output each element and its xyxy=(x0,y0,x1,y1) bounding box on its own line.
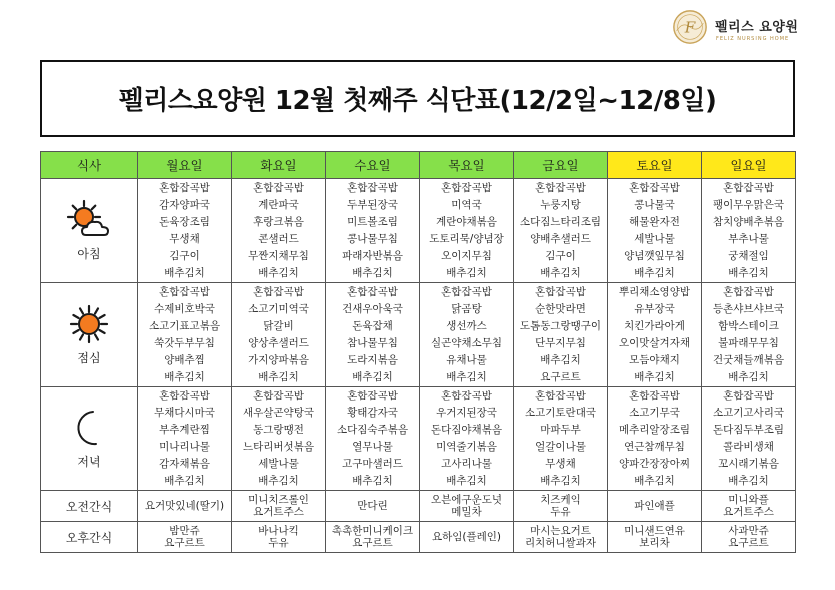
header-cell-day: 화요일 xyxy=(232,152,326,179)
menu-item: 혼합잡곡밥 xyxy=(535,286,586,298)
menu-item: 혼합잡곡밥 xyxy=(723,390,774,402)
menu-item: 후랑크볶음 xyxy=(253,216,304,228)
menu-item: 배추김치 xyxy=(540,267,581,279)
snack-item: 요거트주스 xyxy=(253,506,304,518)
menu-item: 배추김치 xyxy=(258,267,299,279)
menu-item: 양념깻잎무침 xyxy=(624,250,685,262)
title-box xyxy=(40,60,795,137)
brand-logo-icon xyxy=(671,8,709,46)
menu-item: 돈다짐야채볶음 xyxy=(430,424,502,436)
menu-item: 건굿채들깨볶음 xyxy=(712,354,784,366)
snack-item: 두유 xyxy=(268,537,289,549)
menu-item: 배추김치 xyxy=(634,371,675,383)
brand-name: 펠리스 요양원 xyxy=(715,20,799,35)
menu-cell xyxy=(232,387,326,491)
meal-row xyxy=(41,283,796,387)
menu-item: 고사리나물 xyxy=(441,458,492,470)
menu-item: 소고기미역국 xyxy=(248,303,309,315)
menu-item: 배추김치 xyxy=(446,267,487,279)
menu-item: 혼합잡곡밥 xyxy=(441,286,492,298)
menu-item: 혼합잡곡밥 xyxy=(253,182,304,194)
menu-item: 소다짐느타리조림 xyxy=(519,216,602,228)
snack-cell xyxy=(232,522,326,553)
menu-item: 돈육잡채 xyxy=(352,320,393,332)
menu-item: 쑥갓두부무침 xyxy=(154,337,215,349)
snack-item: 보리차 xyxy=(639,537,670,549)
snack-cell xyxy=(326,491,420,522)
menu-item: 콜라비생채 xyxy=(723,441,774,453)
menu-item: 세발나물 xyxy=(258,458,299,470)
menu-cell xyxy=(702,283,796,387)
sun-cloud-icon xyxy=(66,199,112,241)
brand xyxy=(671,8,821,48)
menu-item: 느타리버섯볶음 xyxy=(242,441,314,453)
snack-item: 바나나킥 xyxy=(258,525,299,537)
menu-cell xyxy=(608,179,702,283)
header-cell-day: 월요일 xyxy=(138,152,232,179)
menu-item: 돈육장조림 xyxy=(159,216,210,228)
snack-label: 오전간식 xyxy=(41,491,138,522)
snack-cell xyxy=(232,491,326,522)
menu-item: 미역줄기볶음 xyxy=(436,441,497,453)
menu-item: 미트볼조림 xyxy=(347,216,398,228)
table-header-row xyxy=(41,152,796,179)
menu-item: 얼갈이나물 xyxy=(535,441,586,453)
menu-item: 소고기토란대국 xyxy=(524,407,596,419)
menu-item: 배추김치 xyxy=(352,475,393,487)
menu-item: 혼합잡곡밥 xyxy=(159,390,210,402)
menu-item: 배추김치 xyxy=(634,267,675,279)
menu-item: 오이맛살겨자채 xyxy=(618,337,690,349)
menu-item: 혼합잡곡밥 xyxy=(347,390,398,402)
menu-item: 김구이 xyxy=(545,250,576,262)
snack-row xyxy=(41,491,796,522)
menu-item: 뿌리채소영양밥 xyxy=(618,286,690,298)
header-cell-day: 수요일 xyxy=(326,152,420,179)
menu-item: 누룽지탕 xyxy=(540,199,581,211)
menu-item: 양배추찜 xyxy=(164,354,205,366)
menu-item: 배추김치 xyxy=(258,475,299,487)
menu-item: 연근참깨무침 xyxy=(624,441,685,453)
menu-item: 소고기표고볶음 xyxy=(148,320,220,332)
menu-cell xyxy=(232,179,326,283)
menu-item: 미역국 xyxy=(451,199,482,211)
menu-item: 혼합잡곡밥 xyxy=(159,182,210,194)
menu-item: 열무나물 xyxy=(352,441,393,453)
moon-icon xyxy=(66,407,112,449)
menu-item: 소다짐숙주볶음 xyxy=(336,424,408,436)
menu-item: 등촌샤브샤브국 xyxy=(712,303,784,315)
menu-table xyxy=(40,151,796,553)
meal-label: 점심 xyxy=(77,351,101,365)
snack-item: 미니샌드연유 xyxy=(624,525,685,537)
snack-item: 촉촉한미니케이크 xyxy=(331,525,414,537)
brand-subtitle: FELIZ NURSING HOME xyxy=(716,36,790,42)
menu-item: 배추김치 xyxy=(634,475,675,487)
snack-cell xyxy=(702,522,796,553)
menu-item: 닭곰탕 xyxy=(451,303,482,315)
meal-label-wrap xyxy=(41,303,137,366)
menu-item: 배추김치 xyxy=(164,371,205,383)
menu-item: 실곤약채소무침 xyxy=(430,337,502,349)
menu-cell xyxy=(326,387,420,491)
snack-cell xyxy=(514,522,608,553)
menu-item: 단무지무침 xyxy=(535,337,586,349)
meal-label-wrap xyxy=(41,407,137,470)
meal-row xyxy=(41,179,796,283)
menu-item: 배추김치 xyxy=(164,475,205,487)
snack-item: 미니치즈롤인 xyxy=(248,494,309,506)
menu-item: 부추나물 xyxy=(728,233,769,245)
menu-item: 두부된장국 xyxy=(347,199,398,211)
menu-item: 배추김치 xyxy=(728,371,769,383)
menu-item: 불파래무무침 xyxy=(718,337,779,349)
header-cell-meal: 식사 xyxy=(41,152,138,179)
snack-cell xyxy=(514,491,608,522)
meal-label-cell xyxy=(41,387,138,491)
menu-item: 파래자반볶음 xyxy=(342,250,403,262)
menu-item: 혼합잡곡밥 xyxy=(535,182,586,194)
header-cell-day: 토요일 xyxy=(608,152,702,179)
snack-cell xyxy=(608,491,702,522)
menu-item: 혼합잡곡밥 xyxy=(723,286,774,298)
snack-item: 미니와플 xyxy=(728,494,769,506)
menu-item: 혼합잡곡밥 xyxy=(535,390,586,402)
snack-item: 오븐에구운도넛 xyxy=(430,494,502,506)
snack-item: 밤만쥬 xyxy=(169,525,200,537)
sun-icon xyxy=(66,303,112,345)
snack-cell xyxy=(138,491,232,522)
menu-item: 배추김치 xyxy=(540,475,581,487)
menu-item: 무짠지채무침 xyxy=(248,250,309,262)
menu-item: 혼합잡곡밥 xyxy=(629,182,680,194)
menu-item: 메추리알장조림 xyxy=(618,424,690,436)
menu-item: 미나리나물 xyxy=(159,441,210,453)
snack-cell xyxy=(138,522,232,553)
snack-item: 사과만쥬 xyxy=(728,525,769,537)
menu-item: 양상추샐러드 xyxy=(248,337,309,349)
menu-item: 돈다짐두부조림 xyxy=(712,424,784,436)
snack-item: 만다린 xyxy=(357,500,388,512)
menu-cell xyxy=(702,179,796,283)
menu-item: 소고기무국 xyxy=(629,407,680,419)
menu-item: 궁채절임 xyxy=(728,250,769,262)
menu-item: 가지양파볶음 xyxy=(248,354,309,366)
menu-cell xyxy=(326,283,420,387)
menu-item: 동그랑땡전 xyxy=(253,424,304,436)
menu-item: 혼합잡곡밥 xyxy=(441,390,492,402)
menu-item: 참나물무침 xyxy=(347,337,398,349)
menu-cell xyxy=(514,283,608,387)
menu-cell xyxy=(608,283,702,387)
header-cell-day: 금요일 xyxy=(514,152,608,179)
snack-cell xyxy=(702,491,796,522)
meal-label: 아침 xyxy=(77,247,101,261)
menu-cell xyxy=(138,387,232,491)
snack-row xyxy=(41,522,796,553)
menu-item: 배추김치 xyxy=(446,475,487,487)
snack-item: 요거트주스 xyxy=(723,506,774,518)
menu-item: 새우살곤약탕국 xyxy=(242,407,314,419)
menu-item: 모듬야채지 xyxy=(629,354,680,366)
menu-item: 무생채 xyxy=(545,458,576,470)
menu-item: 혼합잡곡밥 xyxy=(253,286,304,298)
menu-item: 배추김치 xyxy=(540,354,581,366)
menu-item: 배추김치 xyxy=(728,475,769,487)
snack-item: 두유 xyxy=(550,506,571,518)
meal-label-cell xyxy=(41,283,138,387)
menu-item: 도라지볶음 xyxy=(347,354,398,366)
menu-item: 배추김치 xyxy=(446,371,487,383)
snack-item: 요거맛있네(딸기) xyxy=(144,500,225,512)
menu-item: 건새우아욱국 xyxy=(342,303,403,315)
menu-item: 감자양파국 xyxy=(159,199,210,211)
menu-item: 유채나물 xyxy=(446,354,487,366)
meal-label: 저녁 xyxy=(77,455,101,469)
menu-cell xyxy=(420,283,514,387)
menu-item: 도토리묵/양념장 xyxy=(429,233,504,245)
page-title: 펠리스요양원 12월 첫째주 식단표(12/2일~12/8일) xyxy=(118,86,717,116)
menu-item: 혼합잡곡밥 xyxy=(347,182,398,194)
menu-item: 무생채 xyxy=(169,233,200,245)
menu-item: 혼합잡곡밥 xyxy=(723,182,774,194)
menu-cell xyxy=(608,387,702,491)
menu-cell xyxy=(514,387,608,491)
menu-item: 김구이 xyxy=(169,250,200,262)
menu-cell xyxy=(514,179,608,283)
menu-item: 배추김치 xyxy=(258,371,299,383)
snack-cell xyxy=(420,522,514,553)
menu-item: 고구마샐러드 xyxy=(342,458,403,470)
menu-item: 순한맛라면 xyxy=(535,303,586,315)
menu-item: 양파간장장아찌 xyxy=(618,458,690,470)
menu-item: 배추김치 xyxy=(352,371,393,383)
menu-item: 배추김치 xyxy=(352,267,393,279)
menu-item: 생선까스 xyxy=(446,320,487,332)
menu-item: 무채다시마국 xyxy=(154,407,215,419)
snack-item: 메밀차 xyxy=(451,506,482,518)
menu-item: 콩나물국 xyxy=(634,199,675,211)
menu-item: 꼬시래기볶음 xyxy=(718,458,779,470)
meal-label-wrap xyxy=(41,199,137,262)
menu-item: 양배추샐러드 xyxy=(530,233,591,245)
header-cell-day: 목요일 xyxy=(420,152,514,179)
meal-row xyxy=(41,387,796,491)
menu-item: 우거지된장국 xyxy=(436,407,497,419)
menu-item: 혼합잡곡밥 xyxy=(253,390,304,402)
snack-item: 리치허니쌀과자 xyxy=(524,537,596,549)
menu-item: 계란파국 xyxy=(258,199,299,211)
snack-label: 오후간식 xyxy=(41,522,138,553)
menu-item: 닭갈비 xyxy=(263,320,294,332)
menu-item: 세발나물 xyxy=(634,233,675,245)
menu-item: 도톰동그랑땡구이 xyxy=(519,320,602,332)
menu-item: 부추계란찜 xyxy=(159,424,210,436)
brand-logo-letter: F xyxy=(684,18,696,37)
snack-item: 요구르트 xyxy=(728,537,769,549)
menu-item: 해물완자전 xyxy=(629,216,680,228)
menu-cell xyxy=(420,179,514,283)
menu-cell xyxy=(326,179,420,283)
menu-item: 혼합잡곡밥 xyxy=(441,182,492,194)
menu-item: 혼합잡곡밥 xyxy=(159,286,210,298)
menu-cell xyxy=(138,283,232,387)
meal-label-cell xyxy=(41,179,138,283)
snack-item: 요구르트 xyxy=(352,537,393,549)
menu-cell xyxy=(138,179,232,283)
menu-item: 유부장국 xyxy=(634,303,675,315)
menu-cell xyxy=(702,387,796,491)
menu-item: 콩나물무침 xyxy=(347,233,398,245)
menu-item: 감자채볶음 xyxy=(159,458,210,470)
menu-cell xyxy=(420,387,514,491)
snack-item: 요하임(플레인) xyxy=(431,531,502,543)
menu-item: 팽이무우맑은국 xyxy=(712,199,784,211)
menu-item: 수제비호박국 xyxy=(154,303,215,315)
menu-item: 오이지무침 xyxy=(441,250,492,262)
menu-item: 혼합잡곡밥 xyxy=(347,286,398,298)
menu-item: 황태감자국 xyxy=(347,407,398,419)
menu-item: 계란야채볶음 xyxy=(436,216,497,228)
snack-item: 파인애플 xyxy=(634,500,675,512)
snack-item: 요구르트 xyxy=(164,537,205,549)
menu-item: 참치양배추볶음 xyxy=(712,216,784,228)
menu-item: 콘샐러드 xyxy=(258,233,299,245)
menu-item: 소고기고사리국 xyxy=(712,407,784,419)
snack-cell xyxy=(608,522,702,553)
snack-cell xyxy=(420,491,514,522)
menu-item: 함박스테이크 xyxy=(718,320,779,332)
menu-item: 배추김치 xyxy=(728,267,769,279)
menu-item: 마파두부 xyxy=(540,424,581,436)
menu-item: 배추김치 xyxy=(164,267,205,279)
menu-item: 치킨가라아게 xyxy=(624,320,685,332)
snack-item: 치즈케익 xyxy=(540,494,581,506)
snack-cell xyxy=(326,522,420,553)
snack-item: 마시는요거트 xyxy=(530,525,591,537)
header-cell-day: 일요일 xyxy=(702,152,796,179)
menu-item: 요구르트 xyxy=(540,371,581,383)
menu-item: 혼합잡곡밥 xyxy=(629,390,680,402)
menu-cell xyxy=(232,283,326,387)
